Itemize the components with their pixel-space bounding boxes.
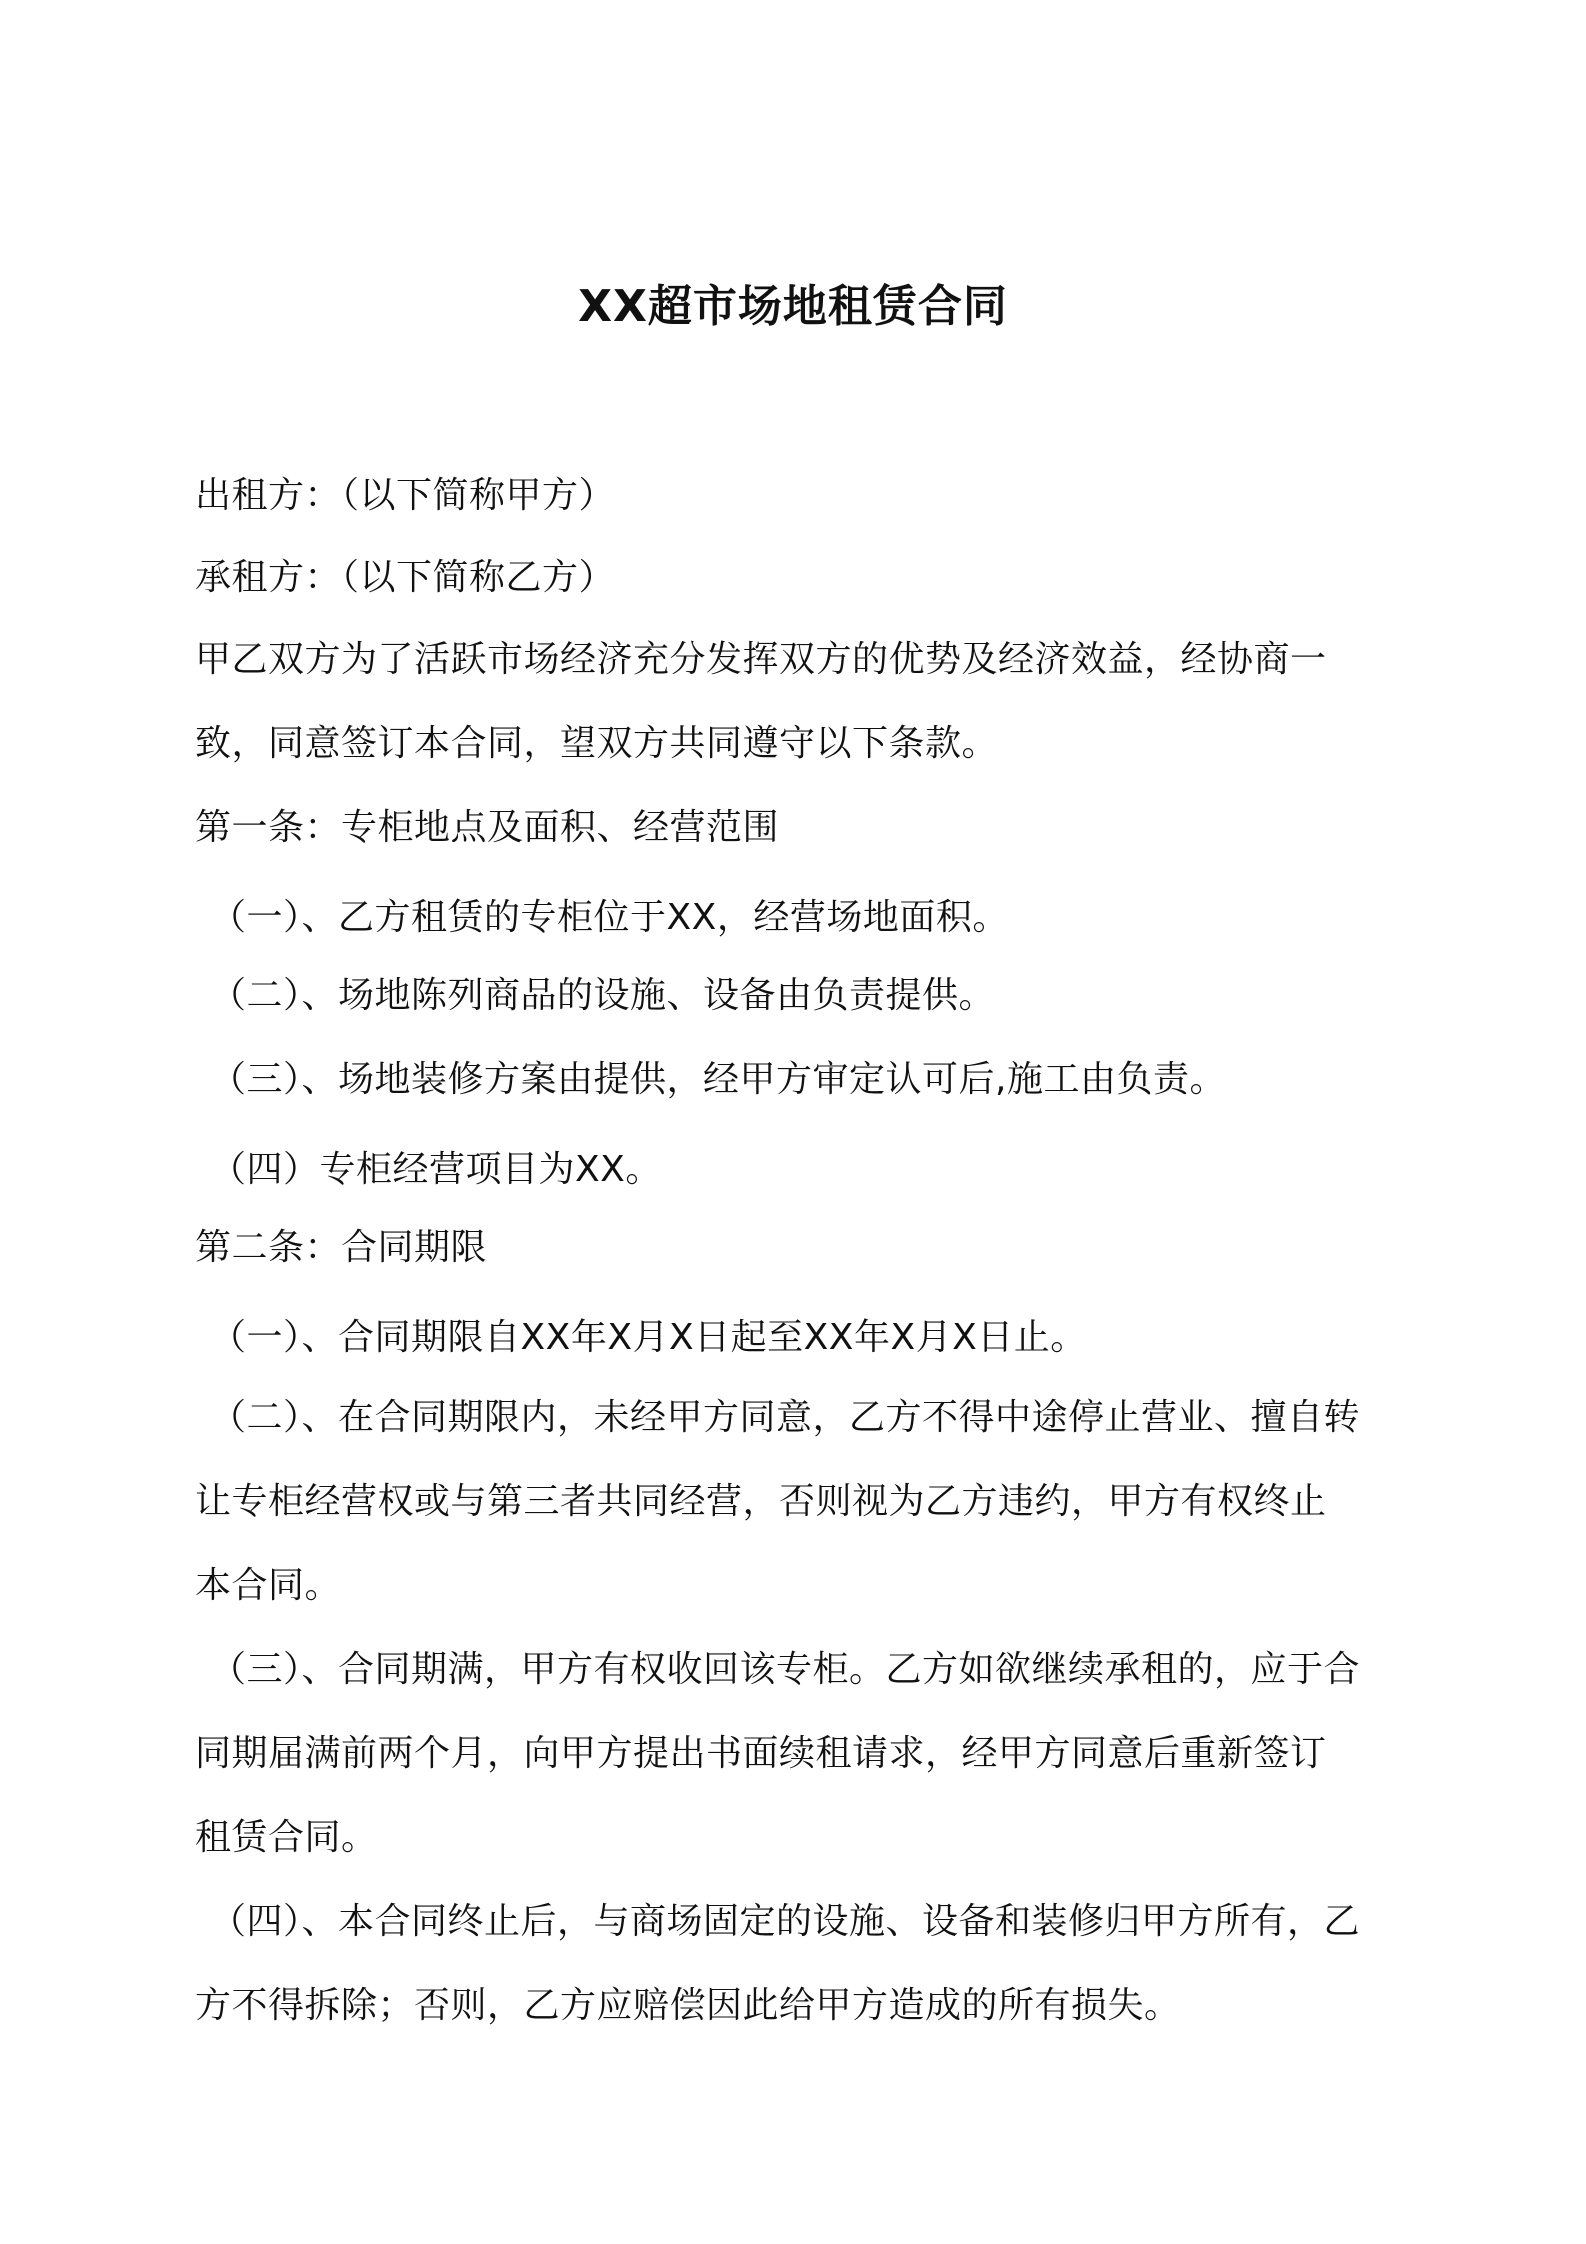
article-1-clause-1: （一）、乙方租赁的专柜位于XX，经营场地面积。 [210, 897, 1009, 938]
article-2-clause-1: （一）、合同期限自XX年X月X日起至XX年X月X日止。 [210, 1317, 1087, 1358]
article-2-heading: 第二条：合同期限 [195, 1227, 488, 1268]
article-2-clause-2-line-2: 让专柜经营权或与第三者共同经营，否则视为乙方违约，甲方有权终止 [195, 1481, 1327, 1522]
document-title: XX超市场地租赁合同 [578, 281, 1008, 332]
preamble-line-2: 致，同意签订本合同，望双方共同遵守以下条款。 [195, 723, 999, 764]
article-1-clause-2: （二）、场地陈列商品的设施、设备由负责提供。 [210, 975, 996, 1016]
article-2-clause-3-line-1: （三）、合同期满，甲方有权收回该专柜。乙方如欲继续承租的，应于合 [210, 1649, 1361, 1690]
lessee-line: 承租方：（以下简称乙方） [195, 557, 616, 598]
preamble-line-1: 甲乙双方为了活跃市场经济充分发挥双方的优势及经济效益，经协商一 [195, 639, 1327, 680]
lessor-line: 出租方：（以下简称甲方） [195, 475, 616, 516]
article-2-clause-3-line-3: 租赁合同。 [195, 1817, 378, 1858]
article-2-clause-3-line-2: 同期届满前两个月，向甲方提出书面续租请求，经甲方同意后重新签订 [195, 1733, 1327, 1774]
article-2-clause-4-line-2: 方不得拆除；否则，乙方应赔偿因此给甲方造成的所有损失。 [195, 1985, 1181, 2026]
article-1-clause-4: （四）专柜经营项目为XX。 [210, 1149, 662, 1190]
article-2-clause-2-line-3: 本合同。 [195, 1565, 342, 1606]
article-2-clause-4-line-1: （四）、本合同终止后，与商场固定的设施、设备和装修归甲方所有，乙 [210, 1901, 1361, 1942]
article-1-clause-3: （三）、场地装修方案由提供，经甲方审定认可后,施工由负责。 [210, 1059, 1226, 1100]
article-1-heading: 第一条：专柜地点及面积、经营范围 [195, 807, 780, 848]
article-2-clause-2-line-1: （二）、在合同期限内，未经甲方同意，乙方不得中途停止营业、擅自转 [210, 1397, 1361, 1438]
